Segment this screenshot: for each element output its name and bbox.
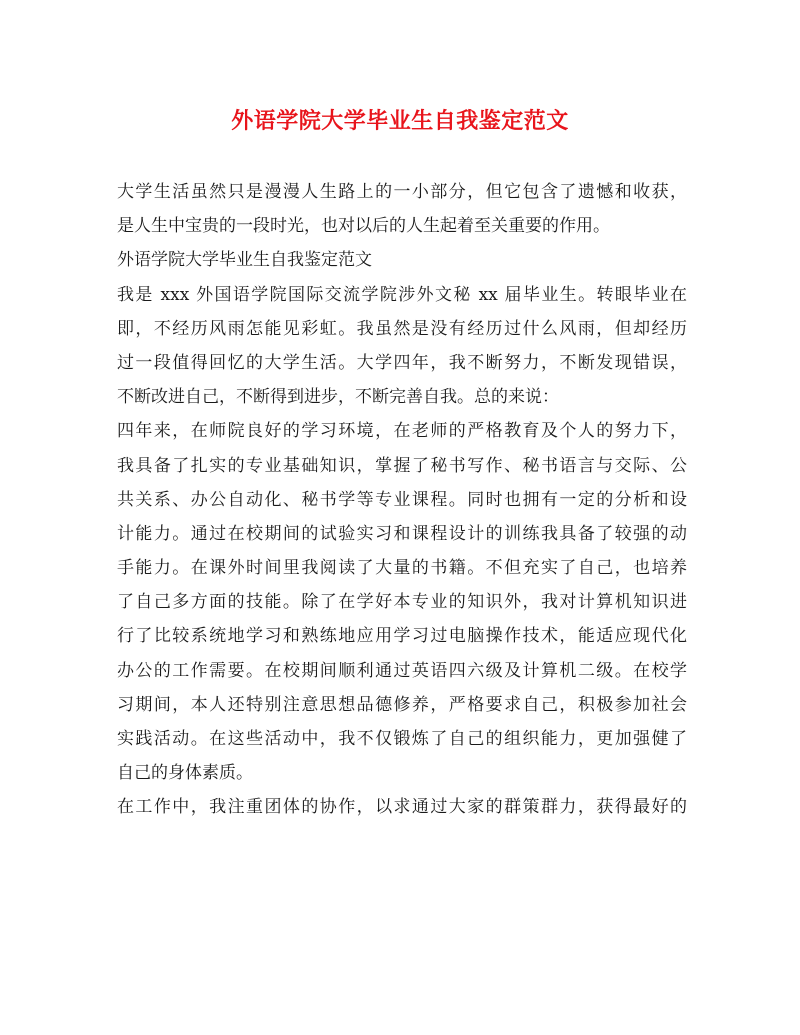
body-line: 过一段值得回忆的大学生活。大学四年，我不断努力，不断发现错误，: [117, 352, 687, 373]
body-line: 行了比较系统地学习和熟练地应用学习过电脑操作技术，能适应现代化: [117, 626, 687, 647]
body-line: 办公的工作需要。在校期间顺利通过英语四六级及计算机二级。在校学: [117, 660, 687, 681]
body-line: 实践活动。在这些活动中，我不仅锻炼了自己的组织能力，更加强健了: [117, 729, 687, 749]
body-subheading: 外语学院大学毕业生自我鉴定范文: [117, 250, 372, 271]
body-line: 即，不经历风雨怎能见彩虹。我虽然是没有经历过什么风雨，但却经历: [117, 318, 687, 339]
body-line: 在工作中，我注重团体的协作，以求通过大家的群策群力，获得最好的: [117, 797, 687, 818]
body-line: 自己的身体素质。: [117, 763, 253, 784]
document-title: 外语学院大学毕业生自我鉴定范文: [231, 108, 569, 134]
body-line: 了自己多方面的技能。除了在学好本专业的知识外，我对计算机知识进: [117, 592, 687, 613]
document-body: [117, 175, 687, 825]
body-line: 手能力。在课外时间里我阅读了大量的书籍。不但充实了自己，也培养: [117, 558, 687, 579]
body-line: 四年来，在师院良好的学习环境，在老师的严格教育及个人的努力下，: [117, 421, 687, 442]
body-line: 共关系、办公自动化、秘书学等专业课程。同时也拥有一定的分析和设: [117, 489, 687, 510]
body-line: 我具备了扎实的专业基础知识，掌握了秘书写作、秘书语言与交际、公: [117, 455, 687, 476]
body-line: 大学生活虽然只是漫漫人生路上的一小部分，但它包含了遗憾和收获，: [117, 182, 687, 202]
body-line: 计能力。通过在校期间的试验实习和课程设计的训练我具备了较强的动: [117, 523, 687, 544]
body-line: 不断改进自己，不断得到进步，不断完善自我。总的来说：: [117, 387, 559, 408]
body-line: 是人生中宝贵的一段时光，也对以后的人生起着至关重要的作用。: [117, 216, 610, 237]
body-line: 习期间，本人还特别注意思想品德修养，严格要求自己，积极参加社会: [117, 694, 687, 715]
body-line: 我是 xxx 外国语学院国际交流学院涉外文秘 xx 届毕业生。转眼毕业在: [117, 284, 687, 305]
